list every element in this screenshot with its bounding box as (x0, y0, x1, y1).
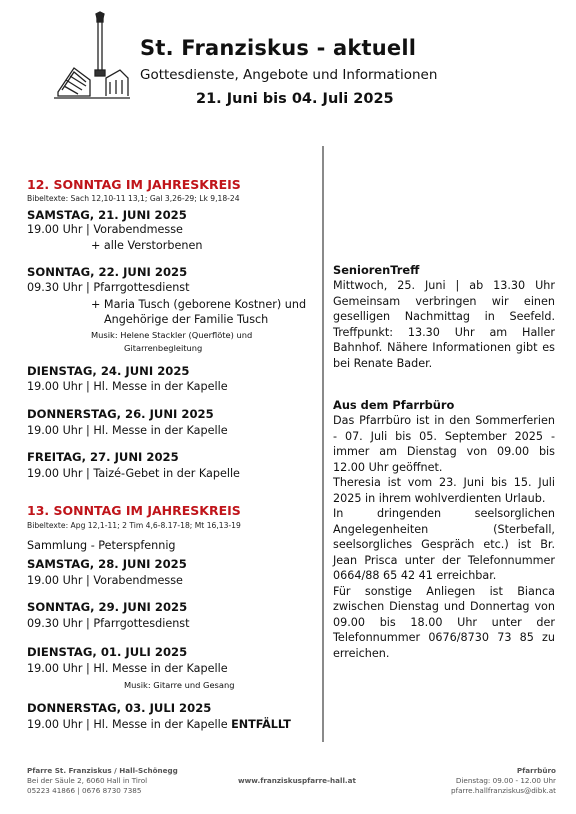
heading-pfarrbuero: Aus dem Pfarrbüro (333, 398, 455, 412)
pfarrbuero-paragraph: Für sonstige Anliegen ist Bianca zwischen Dienstag und Donnertag von 09.00 bis 18.00 Uhr unter der Telefonnummer 0676/8730 73 85 zu erreichen. (333, 584, 555, 660)
day-heading-fri27: FREITAG, 27. JUNI 2025 (27, 450, 179, 464)
event-line: 09.30 Uhr | Pfarrgottesdienst (27, 281, 190, 294)
event-line: 19.00 Uhr | Vorabendmesse (27, 574, 183, 587)
event-line: 09.30 Uhr | Pfarrgottesdienst (27, 617, 190, 630)
day-heading-sat21: SAMSTAG, 21. JUNI 2025 (27, 208, 187, 222)
section-title-12-sonntag: 12. SONNTAG IM JAHRESKREIS (27, 177, 241, 192)
cancelled-badge: ENTFÄLLT (231, 718, 291, 731)
event-intention: + alle Verstorbenen (91, 239, 203, 252)
event-line-cancelled (27, 718, 317, 731)
event-music: Gitarrenbegleitung (124, 343, 203, 353)
footer-website-link[interactable]: www.franziskuspfarre-hall.at (238, 776, 356, 785)
pfarrbuero-paragraph: Theresia ist vom 23. Juni bis 15. Juli 2025 in ihrem wohlverdienten Urlaub. (333, 476, 555, 505)
footer-office-title: Pfarrbüro (516, 766, 556, 775)
event-line: 19.00 Uhr | Vorabendmesse (27, 223, 183, 236)
event-music: Musik: Gitarre und Gesang (124, 680, 235, 690)
day-heading-tue01: DIENSTAG, 01. JULI 2025 (27, 645, 188, 659)
seniorentreff-text: Mittwoch, 25. Juni | ab 13.30 Uhr Gemeinsam verbringen wir einen geselligen Nachmittag in Seefeld. Treffpunkt: 13.30 Uhr am Haller Bahnhof. Nähere Informationen gibt es bei Renate Bader. (333, 279, 555, 370)
date-range: 21. Juni bis 04. Juli 2025 (196, 91, 394, 107)
day-heading-thu03: DONNERSTAG, 03. JULI 2025 (27, 701, 212, 715)
footer-office (388, 766, 556, 796)
event-line: 19.00 Uhr | Hl. Messe in der Kapelle (27, 424, 228, 437)
page-subtitle: Gottesdienste, Angebote und Informationen (140, 67, 438, 83)
event-intention: + Maria Tusch (geborene Kostner) und (91, 298, 307, 311)
pfarrbuero-text (333, 413, 555, 661)
section-title-13-sonntag: 13. SONNTAG IM JAHRESKREIS (27, 503, 241, 518)
footer-phone: 05223 41866 | 0676 8730 7385 (27, 786, 142, 795)
day-heading-sat28: SAMSTAG, 28. JUNI 2025 (27, 557, 187, 571)
footer-office-hours: Dienstag: 09.00 - 12.00 Uhr (455, 776, 556, 785)
heading-text: SeniorenTreff (333, 263, 420, 277)
footer-street: Bei der Säule 2, 6060 Hall in Tirol (27, 776, 148, 785)
column-divider (322, 146, 324, 742)
day-heading-tue24: DIENSTAG, 24. JUNI 2025 (27, 364, 190, 378)
event-text: 19.00 Uhr | Hl. Messe in der Kapelle (27, 718, 228, 731)
event-music: Musik: Helene Stackler (Querflöte) und (91, 330, 253, 340)
event-line: 19.00 Uhr | Taizé-Gebet in der Kapelle (27, 467, 240, 480)
heading-seniorentreff (333, 263, 555, 277)
pfarrbuero-paragraph: In dringenden seelsorglichen Angelegenheiten (Sterbefall, seelsorgliches Gespräch etc.) ist Br. Jean Prisca unter der Telefonnummer 0664/88 65 42 41 erreichbar. (333, 507, 555, 582)
parish-logo-icon (52, 10, 130, 100)
page-title: St. Franziskus - aktuell (140, 36, 417, 60)
event-intention: Angehörige der Familie Tusch (104, 313, 269, 326)
collection-note: Sammlung - Peterspfennig (27, 539, 176, 552)
day-heading-sun22: SONNTAG, 22. JUNI 2025 (27, 265, 188, 279)
footer-address (27, 766, 227, 796)
footer-email-link[interactable]: pfarre.hallfranziskus@dibk.at (451, 786, 556, 795)
pfarrbuero-paragraph: Das Pfarrbüro ist in den Sommerferien - 07. Juli bis 05. September 2025 - immer am Dienstag von 09.00 bis 12.00 Uhr geöffnet. (333, 414, 555, 474)
bible-texts-12-sonntag: Bibeltexte: Sach 12,10-11 13,1; Gal 3,26-29; Lk 9,18-24 (27, 194, 240, 203)
footer-parish-name: Pfarre St. Franziskus / Hall-Schönegg (27, 766, 178, 775)
day-heading-thu26: DONNERSTAG, 26. JUNI 2025 (27, 407, 214, 421)
bible-texts-13-sonntag: Bibeltexte: Apg 12,1-11; 2 Tim 4,6-8.17-18; Mt 16,13-19 (27, 521, 241, 530)
event-line: 19.00 Uhr | Hl. Messe in der Kapelle (27, 380, 228, 393)
day-heading-sun29: SONNTAG, 29. JUNI 2025 (27, 600, 188, 614)
event-line: 19.00 Uhr | Hl. Messe in der Kapelle (27, 662, 228, 675)
